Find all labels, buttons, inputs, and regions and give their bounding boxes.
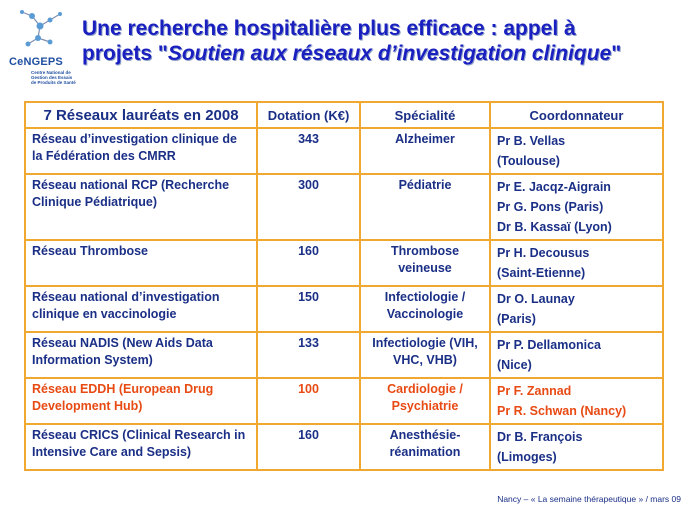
cell-coordinator <box>490 174 663 240</box>
cell-network: Réseau NADIS (New Aids Data Information System) <box>25 332 257 378</box>
coordinator-line: Pr G. Pons (Paris) <box>497 200 604 214</box>
cell-network: Réseau EDDH (European Drug Development Hub) <box>25 378 257 424</box>
coordinator-line: (Saint-Etienne) <box>497 266 586 280</box>
coordinator-line: Pr H. Decousus <box>497 246 590 260</box>
footer-caption: Nancy – « La semaine thérapeutique » / mars 09 <box>497 494 681 504</box>
header-network: 7 Réseaux lauréats en 2008 <box>25 102 257 128</box>
page-title <box>82 16 682 66</box>
coordinator-line: Dr B. François <box>497 430 583 444</box>
cell-funding: 160 <box>257 240 360 286</box>
coordinator-line: Pr R. Schwan (Nancy) <box>497 404 627 418</box>
cell-coordinator <box>490 240 663 286</box>
cell-coordinator <box>490 286 663 332</box>
table-row <box>25 174 663 240</box>
cell-funding: 343 <box>257 128 360 174</box>
table-row <box>25 286 663 332</box>
coordinator-line: Pr B. Vellas <box>497 134 566 148</box>
header-funding: Dotation (K€) <box>257 102 360 128</box>
cell-specialty: Alzheimer <box>360 128 490 174</box>
coordinator-line: Pr P. Dellamonica <box>497 338 601 352</box>
cell-specialty: Thrombose veineuse <box>360 240 490 286</box>
coordinator-line: Dr O. Launay <box>497 292 575 306</box>
coordinator-line: (Paris) <box>497 312 536 326</box>
org-name: Centre National de Gestion des Essais de Produits de Santé <box>31 70 76 86</box>
cell-funding: 100 <box>257 378 360 424</box>
table-header-row <box>25 102 663 128</box>
coordinator-line: (Toulouse) <box>497 154 560 168</box>
cell-funding: 133 <box>257 332 360 378</box>
table-row <box>25 240 663 286</box>
cell-funding: 300 <box>257 174 360 240</box>
cell-specialty: Cardiologie / Psychiatrie <box>360 378 490 424</box>
cell-coordinator <box>490 378 663 424</box>
cell-network: Réseau d’investigation clinique de la Fédération des CMRR <box>25 128 257 174</box>
molecule-logo-icon <box>10 6 70 56</box>
table-row <box>25 128 663 174</box>
table-row-highlighted <box>25 378 663 424</box>
cell-coordinator <box>490 128 663 174</box>
cell-network: Réseau CRICS (Clinical Research in Intensive Care and Sepsis) <box>25 424 257 470</box>
cell-specialty: Infectiologie (VIH, VHC, VHB) <box>360 332 490 378</box>
cell-funding: 150 <box>257 286 360 332</box>
cell-network: Réseau national d’investigation clinique en vaccinologie <box>25 286 257 332</box>
cengeps-logo <box>6 6 76 98</box>
cell-network: Réseau Thrombose <box>25 240 257 286</box>
cell-funding: 160 <box>257 424 360 470</box>
title-suffix: " <box>611 42 622 65</box>
cell-specialty: Infectiologie / Vaccinologie <box>360 286 490 332</box>
title-line-1: Une recherche hospitalière plus efficace : appel à <box>82 17 576 40</box>
coordinator-line: Dr B. Kassaï (Lyon) <box>497 220 612 234</box>
header-specialty: Spécialité <box>360 102 490 128</box>
cell-network: Réseau national RCP (Recherche Clinique Pédiatrique) <box>25 174 257 240</box>
title-italic: Soutien aux réseaux d’investigation clinique <box>167 42 612 65</box>
cell-specialty: Anesthésie-réanimation <box>360 424 490 470</box>
brand-name: CeNGEPS <box>9 56 63 68</box>
coordinator-line: Pr F. Zannad <box>497 384 572 398</box>
header-coordinator: Coordonnateur <box>490 102 663 128</box>
laureates-table <box>24 101 664 471</box>
cell-coordinator <box>490 332 663 378</box>
coordinator-line: (Limoges) <box>497 450 557 464</box>
table-row <box>25 424 663 470</box>
title-prefix: projets " <box>82 42 168 65</box>
cell-coordinator <box>490 424 663 470</box>
table-row <box>25 332 663 378</box>
coordinator-line: (Nice) <box>497 358 532 372</box>
cell-specialty: Pédiatrie <box>360 174 490 240</box>
coordinator-line: Pr E. Jacqz-Aigrain <box>497 180 611 194</box>
